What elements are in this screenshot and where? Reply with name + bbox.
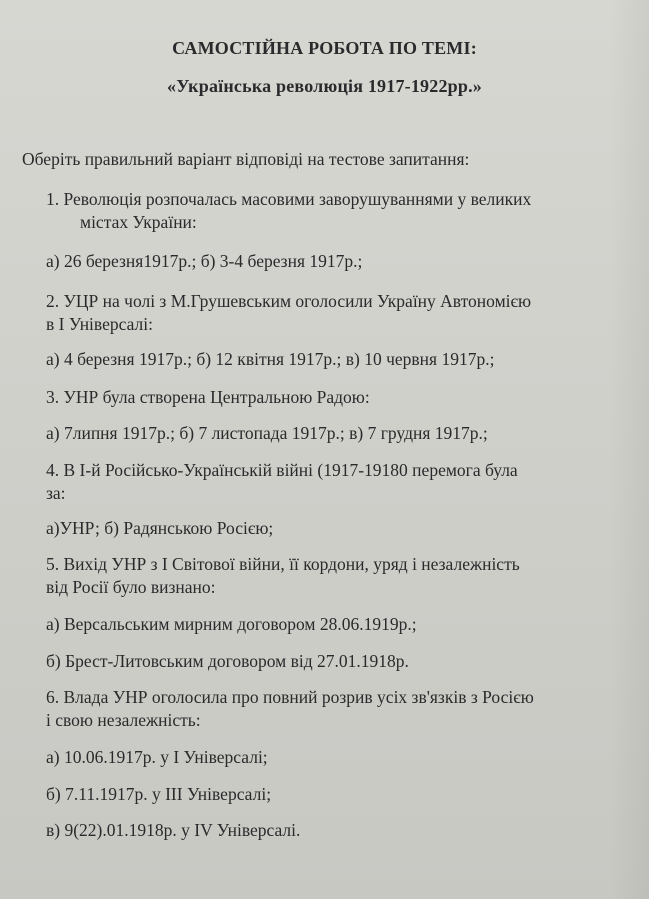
question-6-answer-c: в) 9(22).01.1918р. у ІV Універсалі. (46, 820, 301, 840)
page-shadow (609, 0, 649, 899)
question-2-line-2: в І Універсалі: (46, 314, 153, 334)
question-1-line-1: 1. Революція розпочалась масовими заворушуваннями у великих (46, 189, 532, 209)
question-4-line-2: за: (46, 483, 66, 503)
question-5-line-1: 5. Вихід УНР з І Світової війни, її кордони, уряд і незалежність (46, 554, 520, 574)
worksheet-subtitle: «Українська революція 1917-1922рр.» (167, 76, 482, 96)
instructions-text: Оберіть правильний варіант відповіді на тестове запитання: (22, 149, 470, 169)
question-3-answers: а) 7липня 1917р.; б) 7 листопада 1917р.; в) 7 грудня 1917р.; (46, 423, 488, 443)
question-5-answer-b: б) Брест-Литовським договором від 27.01.1918р. (46, 651, 409, 671)
question-2-line-1: 2. УЦР на чолі з М.Грушевським оголосили Україну Автономією (46, 291, 532, 311)
question-4-answers: а)УНР; б) Радянською Росією; (46, 518, 274, 538)
worksheet-title: САМОСТІЙНА РОБОТА ПО ТЕМІ: (172, 38, 477, 58)
question-3-line-1: 3. УНР була створена Центральною Радою: (46, 387, 370, 407)
question-5-answer-a: а) Версальським мирним договором 28.06.1919р.; (46, 614, 417, 634)
question-6-answer-b: б) 7.11.1917р. у ІІІ Універсалі; (46, 784, 272, 804)
question-1-answers: а) 26 березня1917р.; б) 3-4 березня 1917р.; (46, 251, 363, 271)
question-6-answer-a: а) 10.06.1917р. у І Універсалі; (46, 747, 268, 767)
question-6-line-1: 6. Влада УНР оголосила про повний розрив усіх зв'язків з Росією (46, 687, 534, 707)
question-1-line-2: містах України: (80, 212, 197, 232)
question-6-line-2: і свою незалежність: (46, 710, 201, 730)
question-2-answers: а) 4 березня 1917р.; б) 12 квітня 1917р.; в) 10 червня 1917р.; (46, 349, 495, 369)
question-4-line-1: 4. В І-й Російсько-Українській війні (1917-19180 перемога була (46, 460, 518, 480)
question-5-line-2: від Росії було визнано: (46, 577, 216, 597)
